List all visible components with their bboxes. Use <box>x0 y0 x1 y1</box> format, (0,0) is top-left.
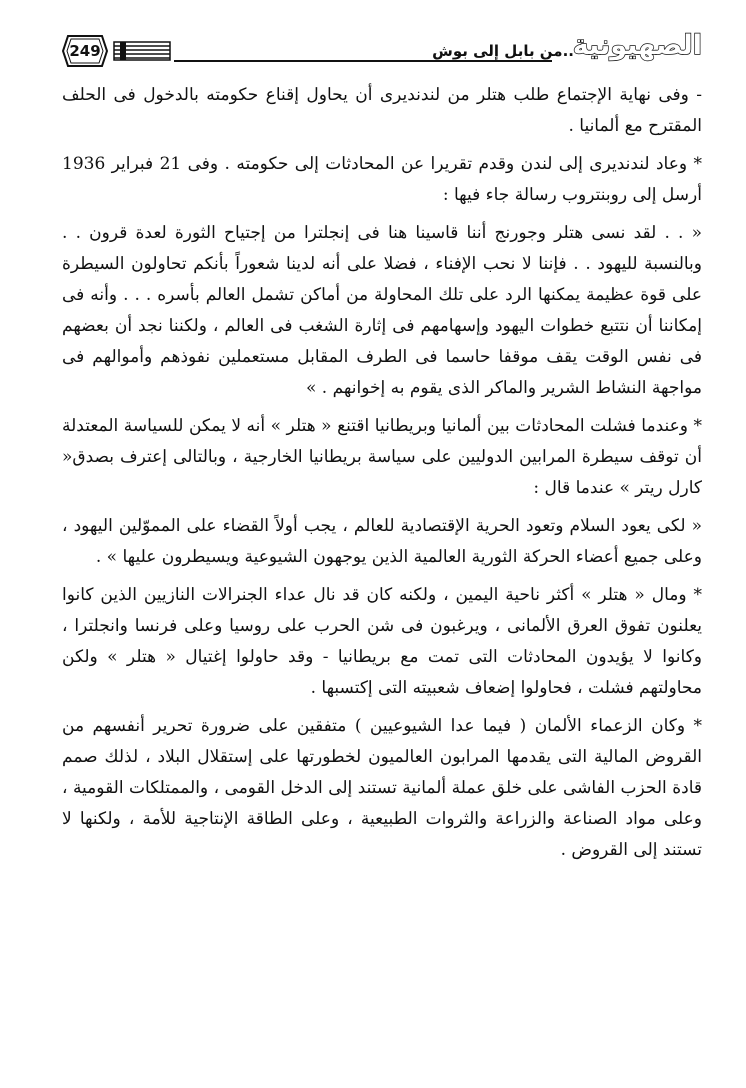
running-header <box>62 28 702 78</box>
book-title: الصهيونية <box>572 30 702 61</box>
page-body <box>62 80 702 873</box>
book-subtitle: ..من بابل إلى بوش <box>426 42 580 60</box>
paragraph: * وعاد لندنديرى إلى لندن وقدم تقريرا عن المحادثات إلى حكومته . وفى 21 فبراير 1936 أرسل إلى روبنتروب رسالة جاء فيها : <box>62 154 702 205</box>
page-number-badge <box>62 34 108 68</box>
paragraph: * وكان الزعماء الألمان ( فيما عدا الشيوعيين ) متفقين على ضرورة تحرير أنفسهم من القروض المالية التى يقدمها المرابون العالميون لخطورتها على إستقلال البلاد ، لذلك صمم قادة الحزب الفاشى على خلق عملة ألمانية تستند إلى الدخل القومى ، والممتلكات القومية ، وعلى مواد الصناعة والزراعة والثروات الطبيعية ، وعلى الطاقة الإنتاجية للأمة ، ولكنها لا تستند إلى القروض . <box>62 716 702 860</box>
paragraph: * وعندما فشلت المحادثات بين ألمانيا وبريطانيا اقتنع « هتلر » أنه لا يمكن للسياسة المعتدلة أن توقف سيطرة المرابين الدوليين على سياسة بريطانيا الخارجية ، وبالتالى إعترف بصدق« كارل ريتر » عندما قال : <box>62 416 702 498</box>
quote-paragraph: « لكى يعود السلام وتعود الحرية الإقتصادية للعالم ، يجب أولاً القضاء على المموّلين اليهود ، وعلى جميع أعضاء الحركة الثورية العالمية الذين يوجهون الشيوعية ويسيطرون عليها » . <box>62 516 702 567</box>
page-number: 249 <box>69 42 101 60</box>
paragraph: * ومال « هتلر » أكثر ناحية اليمين ، ولكنه كان قد نال عداء الجنرالات النازيين الذين كانوا يعلنون تفوق العرق الألمانى ، ويرغبون فى شن الحرب على روسيا وعلى فرنسا وانجلترا ، وكانوا لا يؤيدون المحادثات التى تمت مع بريطانيا - وقد حاولوا إغتيال « هتلر » ولكن محاولتهم فشلت ، فحاولوا إضعاف شعبيته التى إكتسبها . <box>62 585 702 698</box>
paragraph: - وفى نهاية الإجتماع طلب هتلر من لندنديرى أن يحاول إقناع حكومته بالدخول فى الحلف المقترح مع ألمانيا . <box>62 85 702 136</box>
quote-paragraph: « . . لقد نسى هتلر وجورنج أننا قاسينا هنا فى إنجلترا من إجتياح الثورة لعدة قرون . . وبالنسبة لليهود . . فإننا لا نحب الإفناء ، فضلا على أنه لدينا شعوراً بأنكم تحاولون السيطرة على قوة عظيمة يمكنها الرد على تلك المحاولة من أماكن تشمل العالم بأسره . . . وأنه فى إمكاننا أن نتتبع خطوات اليهود وإسهامهم فى إثارة الشغب فى العالم ، ولكننا نجد أن بعضهم فى نفس الوقت يقف موقفا حاسما فى الطرف المقابل مستعملين نفوذهم وأموالهم فى مواجهة النشاط الشرير والماكر الذى يقوم به إخوانهم . » <box>62 223 702 398</box>
header-rule <box>174 60 552 62</box>
book-stack-icon <box>112 41 172 61</box>
